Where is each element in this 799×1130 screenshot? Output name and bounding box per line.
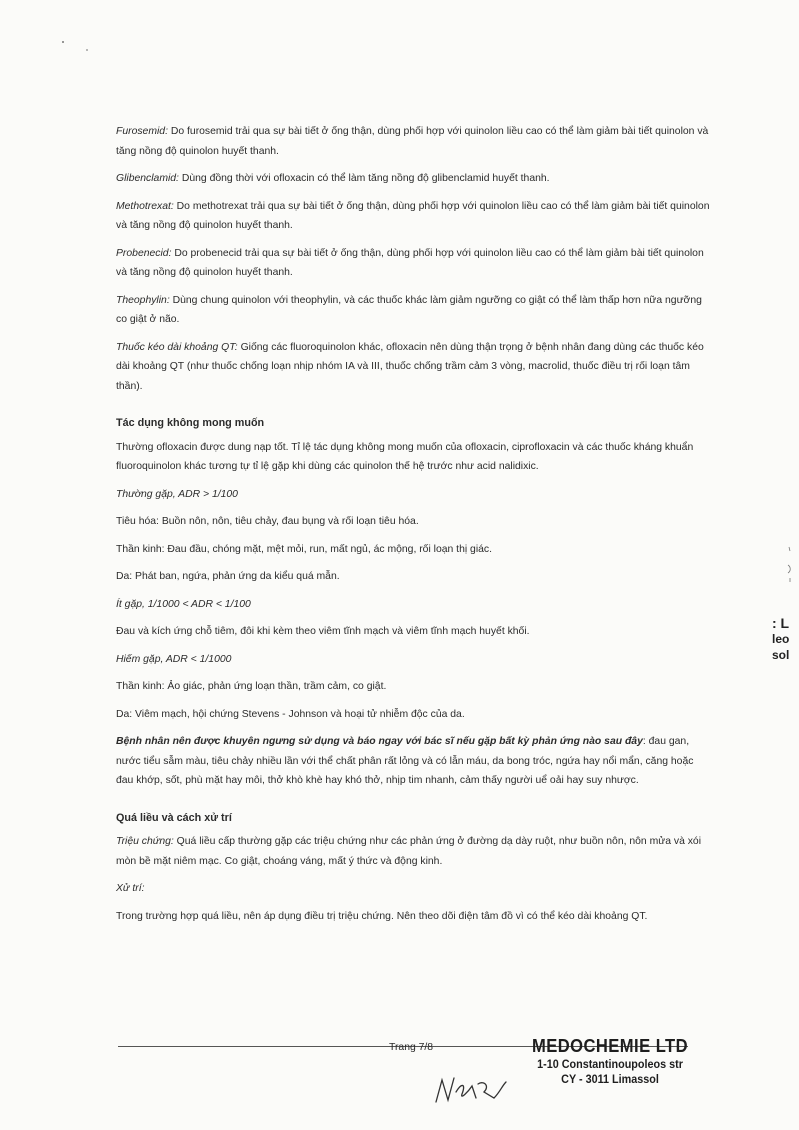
adr-heading: Tác dụng không mong muốn <box>116 417 265 429</box>
edge-text: : L <box>772 615 790 631</box>
adr-common-item: Thần kinh: Đau đầu, chóng mặt, mệt mỏi, run, mất ngủ, ác mộng, rối loạn thị giác. <box>116 543 492 555</box>
overdose-symptoms <box>116 832 712 871</box>
adr-common-title: Thường gặp, ADR > 1/100 <box>116 488 238 500</box>
adr-rare-item: Da: Viêm mạch, hội chứng Stevens - Johnson và hoại tử nhiễm độc của da. <box>116 708 465 720</box>
interaction-text: Dùng chung quinolon với theophylin, và các thuốc khác làm giảm ngưỡng co giật có thể làm thấp hơn nữa ngưỡng co giật ở não. <box>116 294 702 325</box>
interaction-probenecid <box>116 244 712 283</box>
term: Triệu chứng: <box>116 836 174 847</box>
stamp-address: 1-10 Constantinoupoleos str <box>537 1057 683 1071</box>
warning-text: : đau gan, nước tiểu sẫm màu, tiêu chảy nhiều lần với thể chất phân rất lỏng và có lẫn máu, da bong tróc, ngứa hay nổi mẩn, căng hoặc đau khớp, sốt, phù mặt hay môi, thở khò khè hay khó thở, nhịp tim nhanh, cảm thấy người uể oải hay suy nhược. <box>116 736 694 786</box>
warning-bold: Bệnh nhân nên được khuyên ngưng sử dụng và báo ngay với bác sĩ nếu gặp bất kỳ phản ứng nào sau đây <box>116 736 643 747</box>
interaction-text: Do probenecid trải qua sự bài tiết ở ống thận, dùng phối hợp với quinolon liều cao có thể làm giảm bài tiết quinolon và tăng nồng độ quinolon huyết thanh. <box>116 247 704 278</box>
interaction-qt-drugs <box>116 338 712 397</box>
term: Glibenclamid: <box>116 173 179 184</box>
stamp-company: MEDOCHEMIE LTD <box>531 1036 689 1056</box>
overdose-treatment-term: Xử trí: <box>116 883 145 894</box>
term: Methotrexat: <box>116 200 174 212</box>
handwritten-signature <box>432 1062 512 1112</box>
adr-rare-title: Hiếm gặp, ADR < 1/1000 <box>116 653 232 665</box>
interaction-methotrexat <box>116 197 712 236</box>
adr-rare-item: Thần kinh: Ảo giác, phản ứng loạn thần, trầm cảm, co giật. <box>116 681 387 692</box>
stamp-city: CY - 3011 Limassol <box>561 1072 659 1086</box>
edge-marks <box>786 545 794 585</box>
term: Theophylin: <box>116 294 170 306</box>
overdose-treatment-text: Trong trường hợp quá liều, nên áp dụng điều trị triệu chứng. Nên theo dõi điện tâm đồ vì có thể kéo dài khoảng QT. <box>116 910 648 922</box>
term: Probenecid: <box>116 247 172 259</box>
interaction-glibenclamid <box>116 169 712 189</box>
interaction-furosemid <box>116 122 712 161</box>
scan-specks <box>60 38 100 58</box>
symptoms-text: Quá liều cấp thường gặp các triệu chứng như các phản ứng ở đường dạ dày ruột, như buồn nôn, nôn mửa và xói mòn bề mặt niêm mạc. Co giật, choáng váng, mất ý thức và động kinh. <box>116 836 702 867</box>
edge-stamp-fragment <box>772 615 789 663</box>
adr-uncommon-item: Đau và kích ứng chỗ tiêm, đôi khi kèm theo viêm tĩnh mạch và viêm tĩnh mạch huyết khối. <box>116 626 530 637</box>
interaction-theophylin <box>116 291 712 330</box>
document-body <box>116 122 712 934</box>
page-number: Trang 7/8 <box>389 1042 434 1053</box>
term: Furosemid: <box>116 126 168 137</box>
edge-text: leo <box>772 632 790 646</box>
interaction-text: Do furosemid trải qua sự bài tiết ở ống thận, dùng phối hợp với quinolon liều cao có thể làm giảm bài tiết quinolon và tăng nồng độ quinolon huyết thanh. <box>116 126 709 157</box>
adr-common-item: Tiêu hóa: Buồn nôn, nôn, tiêu chảy, đau bụng và rối loạn tiêu hóa. <box>116 516 419 527</box>
term: Thuốc kéo dài khoảng QT: <box>116 341 238 353</box>
interaction-text: Do methotrexat trải qua sự bài tiết ở ống thận, dùng phối hợp với quinolon liều cao có thể làm giảm bài tiết quinolon và tăng nồng độ quinolon huyết thanh. <box>116 200 710 231</box>
interaction-text: Giống các fluoroquinolon khác, ofloxacin nên dùng thận trọng ở bệnh nhân đang dùng các thuốc kéo dài khoảng QT (như thuốc chống loạn nhịp nhóm IA và III, thuốc chống trầm cảm 3 vòng, macrolid, thuốc điều trị rối loạn tâm thần). <box>116 341 704 392</box>
adr-uncommon-title: Ít gặp, 1/1000 < ADR < 1/100 <box>116 598 251 610</box>
company-stamp <box>520 1036 700 1087</box>
adr-common-item: Da: Phát ban, ngứa, phản ứng da kiểu quá mẫn. <box>116 571 340 582</box>
adr-intro: Thường ofloxacin được dung nạp tốt. Tỉ lệ tác dụng không mong muốn của ofloxacin, ciprofloxacin và các thuốc kháng khuẩn fluoroquinolon khác tương tự tỉ lệ gặp khi dùng các quinolon thế hệ trước như acid nalidixic. <box>116 441 694 472</box>
interaction-text: Dùng đồng thời với ofloxacin có thể làm tăng nồng độ glibenclamid huyết thanh. <box>178 173 550 184</box>
overdose-heading: Quá liều và cách xử trí <box>116 811 232 824</box>
adr-warning <box>116 732 712 791</box>
edge-text: sol <box>772 648 790 662</box>
